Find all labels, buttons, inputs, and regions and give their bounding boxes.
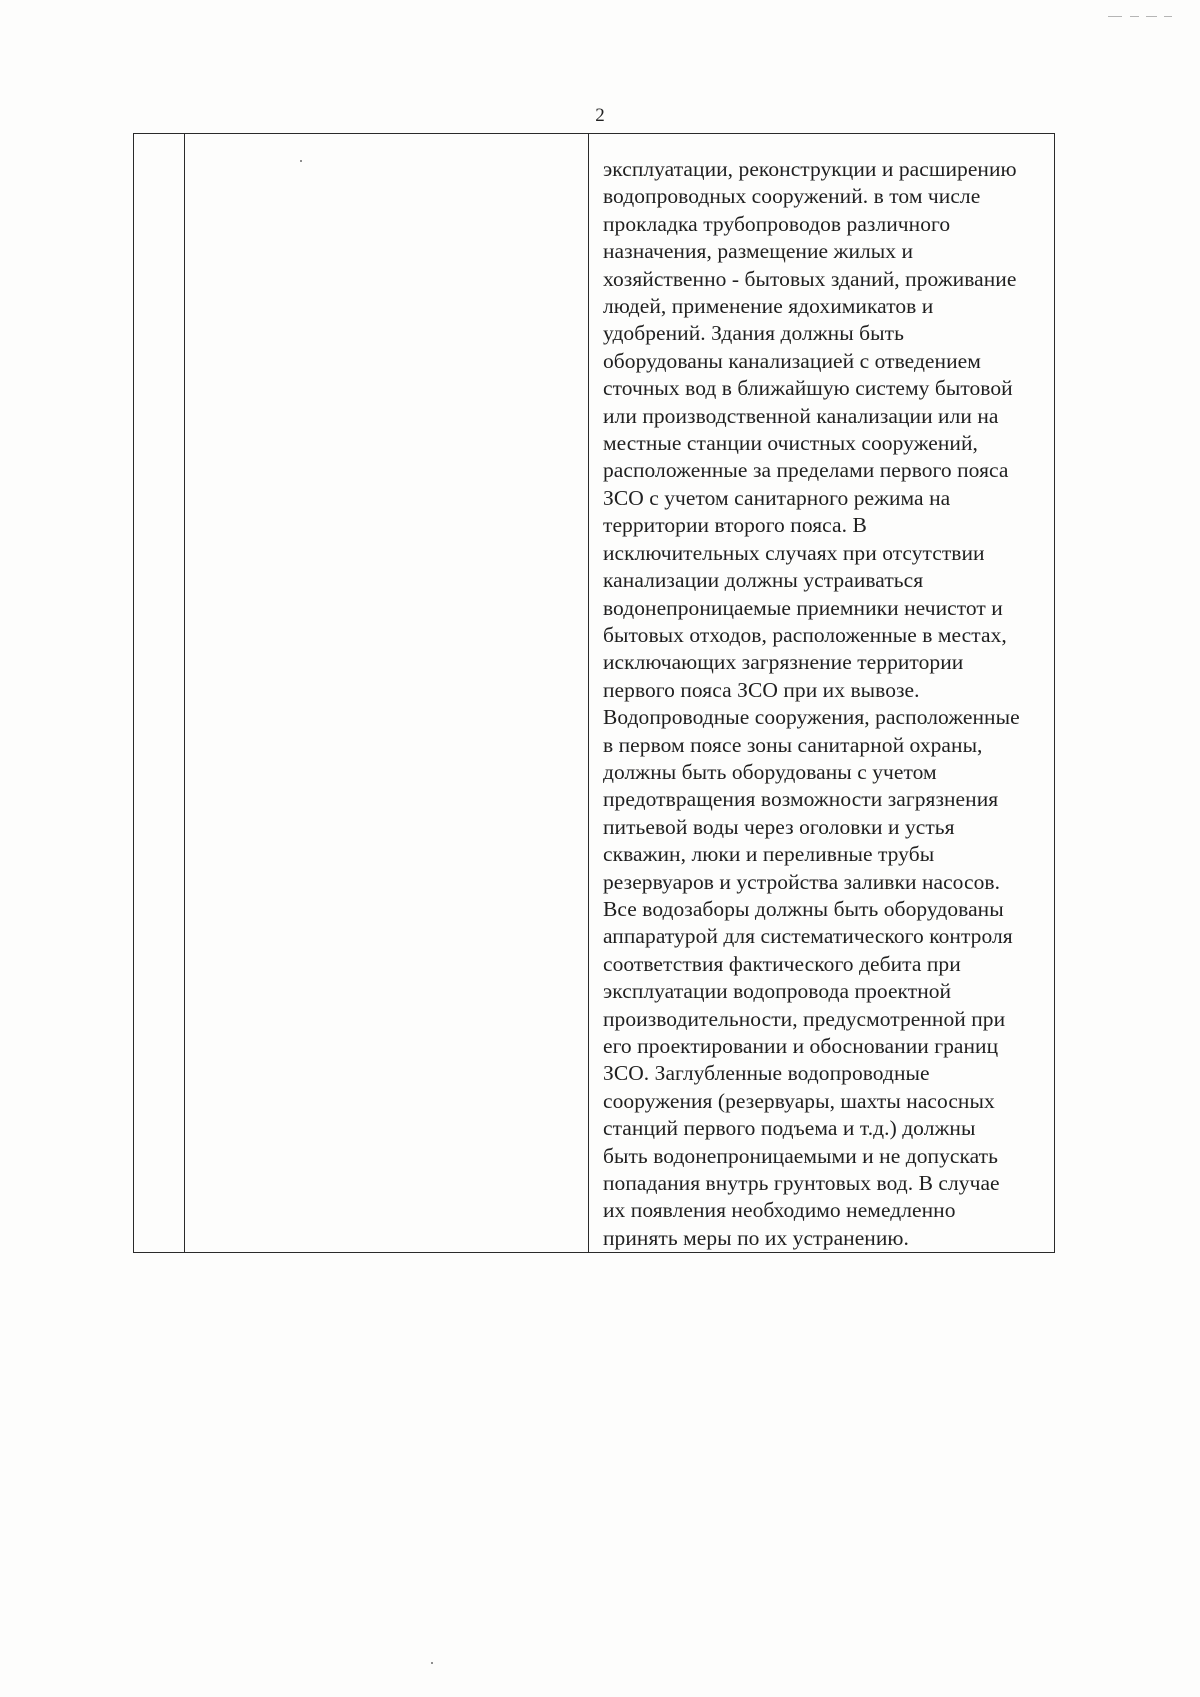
text-line: должны быть оборудованы с учетом: [603, 759, 937, 784]
text-line: хозяйственно - бытовых зданий, проживание: [603, 266, 1017, 291]
document-table: [133, 133, 1055, 1253]
table-cell-requirements: [589, 134, 1054, 1252]
text-line: территории второго пояса. В: [603, 513, 867, 538]
text-line: питьевой воды через оголовки и устья: [603, 814, 955, 839]
text-line: скважин, люки и переливные трубы: [603, 842, 935, 867]
text-line: производительности, предусмотренной при: [603, 1006, 1006, 1031]
page-number: 2: [595, 105, 605, 126]
table-cell-number: [134, 134, 185, 1252]
text-line: местные станции очистных сооружений,: [603, 431, 978, 456]
text-line: соответствия фактического дебита при: [603, 951, 961, 976]
text-line: оборудованы канализацией с отведением: [603, 348, 981, 373]
text-line: сооружения (резервуары, шахты насосных: [603, 1088, 995, 1113]
text-line: попадания внутрь грунтовых вод. В случае: [603, 1171, 1000, 1196]
text-line: Все водозаборы должны быть оборудованы: [603, 896, 1004, 921]
text-line: станций первого подъема и т.д.) должны: [603, 1116, 976, 1141]
text-line: быть водонепроницаемыми и не допускать: [603, 1143, 998, 1168]
scan-speck: [431, 1662, 433, 1664]
text-line: удобрений. Здания должны быть: [603, 321, 904, 346]
text-line: Водопроводные сооружения, расположенные: [603, 705, 1020, 730]
scan-speck: [300, 160, 302, 162]
text-line: его проектировании и обосновании границ: [603, 1034, 999, 1058]
text-line: канализации должны устраиваться: [603, 568, 924, 593]
text-line: или производственной канализации или на: [603, 403, 999, 428]
text-line: сточных вод в ближайшую систему бытовой: [603, 376, 1013, 401]
text-line: предотвращения возможности загрязнения: [603, 787, 999, 812]
text-line: бытовых отходов, расположенные в местах,: [603, 622, 1007, 647]
text-line: прокладка трубопроводов различного: [603, 211, 951, 236]
text-line: расположенные за пределами первого пояса: [603, 458, 1009, 483]
text-line: исключающих загрязнение территории: [603, 650, 964, 675]
text-line: водопроводных сооружений. в том числе: [603, 184, 981, 209]
text-line: эксплуатации водопровода проектной: [603, 979, 952, 1004]
scan-artifact: [1108, 14, 1178, 22]
text-line: ЗСО с учетом санитарного режима на: [603, 485, 951, 510]
text-line: резервуаров и устройства заливки насосов.: [603, 869, 1001, 894]
table-cell-name: [185, 134, 589, 1252]
requirements-text: [603, 156, 1042, 1252]
text-line: в первом поясе зоны санитарной охраны,: [603, 732, 983, 757]
text-line: людей, применение ядохимикатов и: [603, 294, 934, 319]
text-line: эксплуатации, реконструкции и расширению: [603, 157, 1017, 181]
text-line: первого пояса ЗСО при их вывозе.: [603, 677, 920, 702]
text-line: аппаратурой для систематического контроля: [603, 924, 1013, 949]
text-line: ЗСО. Заглубленные водопроводные: [603, 1061, 930, 1086]
text-line: назначения, размещение жилых и: [603, 239, 914, 264]
text-line: принять меры по их устранению.: [603, 1225, 909, 1250]
text-line: водонепроницаемые приемники нечистот и: [603, 595, 1003, 620]
text-line: исключительных случаях при отсутствии: [603, 540, 985, 565]
text-line: их появления необходимо немедленно: [603, 1198, 956, 1223]
